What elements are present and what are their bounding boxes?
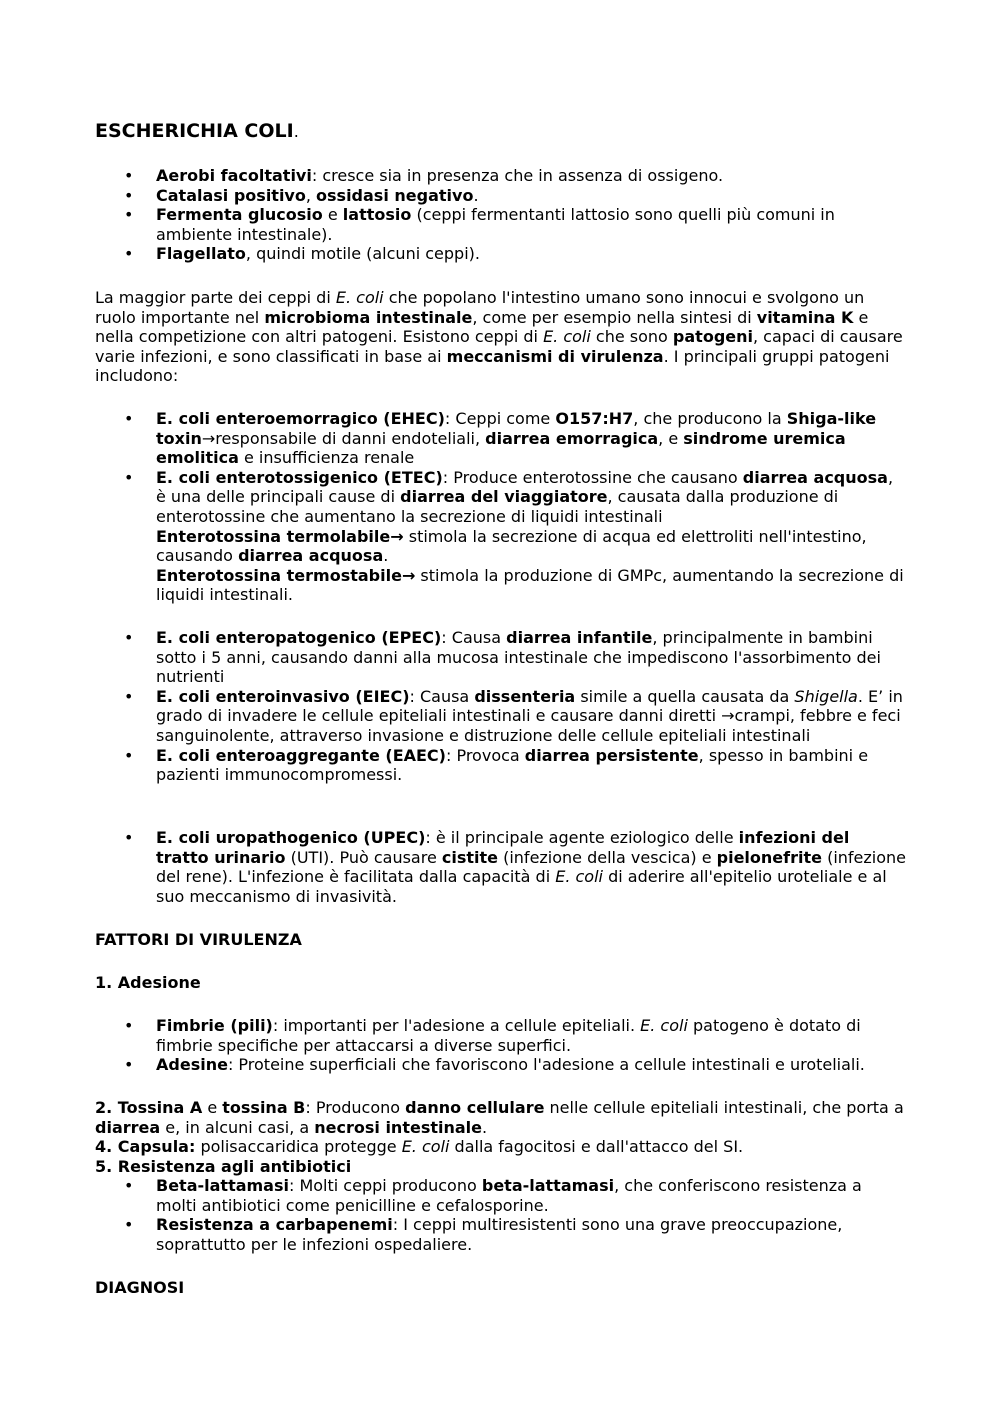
virulence-heading: FATTORI DI VIRULENZA: [95, 930, 302, 949]
pathogen-list-1: [0, 409, 905, 605]
arrow-icon: →: [201, 428, 216, 448]
page-title: ESCHERICHIA COLI.: [95, 120, 299, 142]
resistance-list: [0, 1176, 905, 1254]
intro-paragraph: La maggior parte dei ceppi di E. coli che popolano l'intestino umano sono innocui e svolgono un ruolo importante nel microbioma intestinale, come per esempio nella sintesi di vitamina K e nella competizione con altri patogeni. Esistono ceppi di E. coli che sono patogeni, capaci di causare varie infezioni, e sono classificati in base ai meccanismi di virulenza. I principali gruppi patogeni includono:: [95, 288, 903, 386]
arrow-icon: →: [721, 706, 735, 726]
adhesion-heading: 1. Adesione: [95, 973, 201, 992]
arrow-icon: →: [401, 565, 416, 585]
list-item-eaec: • E. coli enteroaggregante (EAEC): Provoca diarrea persistente, spesso in bambini e pazienti immunocompromessi.: [0, 746, 906, 785]
list-item: • Aerobi facoltativi: cresce sia in presenza che in assenza di ossigeno.: [0, 166, 906, 186]
list-item: • Resistenza a carbapenemi: I ceppi multiresistenti sono una grave preoccupazione, soprattutto per le infezioni ospedaliere.: [0, 1215, 906, 1254]
list-item-upec: • E. coli uropathogenico (UPEC): è il principale agente eziologico delle infezioni del tratto urinario (UTI). Può causare cistite (infezione della vescica) e pielonefrite (infezione del rene). L'infezione è facilitata dalla capacità di E. coli di aderire all'epitelio uroteliale e al suo meccanismo di invasività.: [0, 828, 906, 906]
characteristics-list: [0, 166, 905, 264]
list-item-epec: • E. coli enteropatogenico (EPEC): Causa diarrea infantile, principalmente in bambini sotto i 5 anni, causando danni alla mucosa intestinale che impediscono l'assorbimento dei nutrienti: [0, 628, 906, 687]
list-item: • Adesine: Proteine superficiali che favoriscono l'adesione a cellule intestinali e uroteliali.: [0, 1055, 906, 1075]
pathogen-list-2: [0, 628, 905, 785]
list-item: • Catalasi positivo, ossidasi negativo.: [0, 186, 906, 206]
diagnosis-heading: DIAGNOSI: [95, 1278, 185, 1297]
list-item-ehec: • E. coli enteroemorragico (EHEC): Ceppi come O157:H7, che producono la Shiga-like toxin→responsabile di danni endoteliali, diarrea emorragica, e sindrome uremica emolitica e insufficienza renale: [0, 409, 906, 468]
list-item: • Beta-lattamasi: Molti ceppi producono beta-lattamasi, che conferiscono resistenza a molti antibiotici come penicilline e cefalosporine.: [0, 1176, 906, 1215]
list-item-eiec: • E. coli enteroinvasivo (EIEC): Causa dissenteria simile a quella causata da Shigella. E’ in grado di invadere le cellule epiteliali intestinali e causare danni diretti →crampi, febbre e feci sanguinolente, attraverso invasione e distruzione delle cellule epiteliali intestinali: [0, 687, 906, 746]
list-item: • Fermenta glucosio e lattosio (ceppi fermentanti lattosio sono quelli più comuni in ambiente intestinale).: [0, 205, 906, 244]
pathogen-list-3: [0, 828, 905, 906]
resistance-heading: 5. Resistenza agli antibiotici: [95, 1156, 352, 1176]
list-item: • Fimbrie (pili): importanti per l'adesione a cellule epiteliali. E. coli patogeno è dotato di fimbrie specifiche per attaccarsi a diverse superfici.: [0, 1016, 906, 1055]
toxin-paragraph: 2. Tossina A e tossina B: Producono danno cellulare nelle cellule epiteliali intestinali, che porta a diarrea e, in alcuni casi, a necrosi intestinale. 4. Capsula: polisaccaridica protegge E. coli dalla fagocitosi e dall'attacco del SI. 5. Resistenza agli antibiotici: [95, 1098, 904, 1176]
adhesion-list: [0, 1016, 905, 1075]
arrow-icon: →: [390, 526, 404, 546]
list-item-etec: • E. coli enterotossigenico (ETEC): Produce enterotossine che causano diarrea acquosa, è una delle principali cause di diarrea del viaggiatore, causata dalla produzione di enterotossine che aumentano la secrezione di liquidi intestinali Enterotossina termolabile→ stimola la secrezione di acqua ed elettroliti nell'intestino, causando diarrea acquosa. Enterotossina termostabile→ stimola la produzione di GMPc, aumentando la secrezione di liquidi intestinali.: [0, 468, 906, 605]
list-item: • Flagellato, quindi motile (alcuni ceppi).: [0, 244, 906, 264]
